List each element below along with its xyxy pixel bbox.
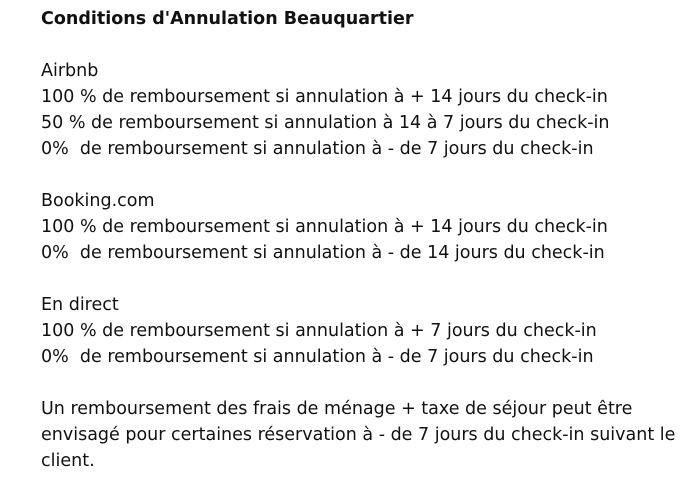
policy-line: 100 % de remboursement si annulation à + 14 jours du check-in [41, 87, 608, 107]
policy-line: 0% de remboursement si annulation à - de 7 jours du check-in [41, 347, 594, 367]
document-title: Conditions d'Annulation Beauquartier [41, 9, 414, 29]
section-heading-airbnb: Airbnb [41, 61, 99, 81]
policy-line: 100 % de remboursement si annulation à + 14 jours du check-in [41, 217, 608, 237]
refund-note: Un remboursement des frais de ménage + taxe de séjour peut être envisagé pour certaines réservation à - de 7 jours du check-in suivant le client. [41, 399, 676, 471]
policy-line: 50 % de remboursement si annulation à 14 à 7 jours du check-in [41, 113, 610, 133]
policy-line: 0% de remboursement si annulation à - de 14 jours du check-in [41, 243, 605, 263]
section-heading-booking: Booking.com [41, 191, 155, 211]
policy-line: 100 % de remboursement si annulation à + 7 jours du check-in [41, 321, 597, 341]
section-booking [41, 188, 691, 266]
section-direct [41, 292, 691, 370]
section-airbnb [41, 58, 691, 162]
policy-line: 0% de remboursement si annulation à - de 7 jours du check-in [41, 139, 594, 159]
cancellation-policy-document [41, 6, 691, 474]
section-heading-direct: En direct [41, 295, 119, 315]
